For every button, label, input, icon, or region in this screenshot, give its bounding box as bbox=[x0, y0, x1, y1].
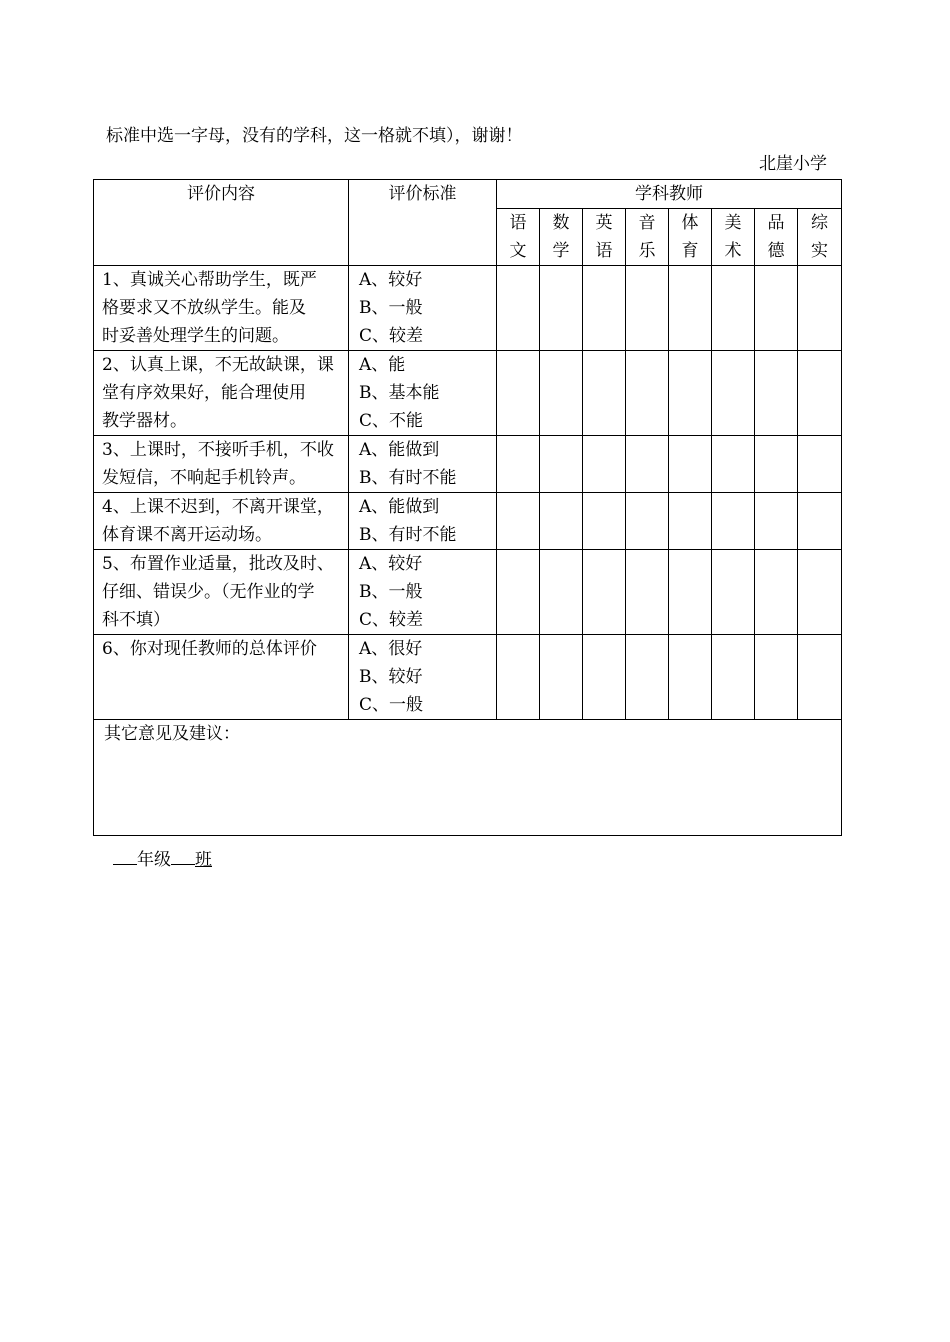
rating-cell[interactable] bbox=[540, 266, 583, 351]
rating-cell[interactable] bbox=[712, 550, 755, 635]
rating-cell[interactable] bbox=[798, 493, 842, 550]
rating-cell[interactable] bbox=[755, 550, 798, 635]
rating-cell[interactable] bbox=[755, 436, 798, 493]
rating-cell[interactable] bbox=[755, 351, 798, 436]
grade-label: 年级 bbox=[137, 850, 171, 870]
subject-header-5 bbox=[712, 209, 755, 266]
table-row bbox=[94, 493, 842, 550]
header-subjects: 学科教师 bbox=[497, 180, 842, 209]
grade-blank[interactable] bbox=[113, 846, 137, 865]
rating-cell[interactable] bbox=[497, 550, 540, 635]
item-line: 时妥善处理学生的问题。 bbox=[102, 326, 289, 346]
table-row bbox=[94, 266, 842, 351]
rating-cell[interactable] bbox=[583, 436, 626, 493]
class-blank[interactable] bbox=[171, 846, 195, 865]
school-name: 北崖小学 bbox=[759, 154, 827, 174]
item-options bbox=[349, 351, 497, 436]
rating-cell[interactable] bbox=[755, 493, 798, 550]
item-line: 4、上课不迟到，不离开课堂， bbox=[102, 497, 334, 517]
subject-char-top: 品 bbox=[767, 213, 785, 233]
remarks-label: 其它意见及建议： bbox=[104, 724, 240, 744]
option-label: A、能做到 bbox=[359, 497, 440, 517]
subject-header-2 bbox=[583, 209, 626, 266]
rating-cell[interactable] bbox=[583, 351, 626, 436]
subject-char-bottom: 文 bbox=[509, 241, 527, 261]
subject-char-bottom: 乐 bbox=[638, 241, 656, 261]
table-row bbox=[94, 635, 842, 720]
item-content bbox=[94, 351, 349, 436]
rating-cell[interactable] bbox=[497, 635, 540, 720]
rating-cell[interactable] bbox=[669, 550, 712, 635]
rating-cell[interactable] bbox=[540, 550, 583, 635]
header-content: 评价内容 bbox=[94, 180, 349, 266]
item-options bbox=[349, 266, 497, 351]
rating-cell[interactable] bbox=[669, 436, 712, 493]
item-content bbox=[94, 436, 349, 493]
rating-cell[interactable] bbox=[626, 351, 669, 436]
item-line: 堂有序效果好，能合理使用 bbox=[102, 383, 306, 403]
item-line: 3、上课时，不接听手机，不收 bbox=[102, 440, 334, 460]
option-label: B、一般 bbox=[359, 582, 423, 602]
option-label: A、能 bbox=[359, 355, 406, 375]
rating-cell[interactable] bbox=[798, 550, 842, 635]
subject-char-bottom: 学 bbox=[552, 241, 570, 261]
rating-cell[interactable] bbox=[712, 351, 755, 436]
rating-cell[interactable] bbox=[497, 266, 540, 351]
option-label: A、较好 bbox=[359, 554, 423, 574]
option-label: C、较差 bbox=[359, 326, 424, 346]
remarks-row bbox=[94, 720, 842, 836]
item-line: 发短信，不响起手机铃声。 bbox=[102, 468, 306, 488]
rating-cell[interactable] bbox=[712, 266, 755, 351]
table-row bbox=[94, 351, 842, 436]
subject-char-top: 美 bbox=[724, 213, 742, 233]
rating-cell[interactable] bbox=[540, 635, 583, 720]
rating-cell[interactable] bbox=[497, 351, 540, 436]
item-line: 格要求又不放纵学生。能及 bbox=[102, 298, 306, 318]
rating-cell[interactable] bbox=[583, 550, 626, 635]
option-label: C、不能 bbox=[359, 411, 424, 431]
table-row bbox=[94, 550, 842, 635]
item-options bbox=[349, 550, 497, 635]
subject-char-top: 数 bbox=[552, 213, 570, 233]
rating-cell[interactable] bbox=[669, 351, 712, 436]
item-content bbox=[94, 493, 349, 550]
rating-cell[interactable] bbox=[497, 436, 540, 493]
rating-cell[interactable] bbox=[626, 493, 669, 550]
option-label: B、较好 bbox=[359, 667, 423, 687]
grade-class-line bbox=[113, 846, 212, 872]
item-options bbox=[349, 635, 497, 720]
subject-char-top: 综 bbox=[811, 213, 828, 233]
rating-cell[interactable] bbox=[540, 436, 583, 493]
rating-cell[interactable] bbox=[755, 635, 798, 720]
option-label: A、很好 bbox=[359, 639, 423, 659]
item-line: 仔细、错误少。（无作业的学 bbox=[102, 582, 315, 602]
option-label: C、一般 bbox=[359, 695, 424, 715]
subject-char-bottom: 德 bbox=[767, 241, 785, 261]
subject-header-6 bbox=[755, 209, 798, 266]
option-label: B、有时不能 bbox=[359, 525, 457, 545]
option-label: B、有时不能 bbox=[359, 468, 457, 488]
rating-cell[interactable] bbox=[583, 635, 626, 720]
rating-cell[interactable] bbox=[669, 266, 712, 351]
item-content bbox=[94, 635, 349, 720]
rating-cell[interactable] bbox=[798, 635, 842, 720]
item-line: 2、认真上课，不无故缺课，课 bbox=[102, 355, 334, 375]
option-label: B、一般 bbox=[359, 298, 423, 318]
subject-char-top: 体 bbox=[681, 213, 699, 233]
option-label: C、较差 bbox=[359, 610, 424, 630]
remarks-cell[interactable] bbox=[94, 720, 842, 836]
rating-cell[interactable] bbox=[712, 635, 755, 720]
item-line: 教学器材。 bbox=[102, 411, 187, 431]
item-content bbox=[94, 266, 349, 351]
intro-text: 标准中选一字母，没有的学科，这一格就不填），谢谢！ bbox=[106, 126, 523, 146]
item-line: 体育课不离开运动场。 bbox=[102, 525, 272, 545]
option-label: B、基本能 bbox=[359, 383, 440, 403]
rating-cell[interactable] bbox=[669, 493, 712, 550]
header-standard: 评价标准 bbox=[349, 180, 497, 266]
item-line: 5、布置作业适量，批改及时、 bbox=[102, 554, 334, 574]
item-line: 6、你对现任教师的总体评价 bbox=[102, 639, 317, 659]
header-row bbox=[94, 180, 842, 209]
rating-cell[interactable] bbox=[583, 266, 626, 351]
subject-header-0 bbox=[497, 209, 540, 266]
subject-char-bottom: 育 bbox=[681, 241, 699, 261]
rating-cell[interactable] bbox=[798, 266, 842, 351]
rating-cell[interactable] bbox=[798, 436, 842, 493]
rating-cell[interactable] bbox=[540, 351, 583, 436]
rating-cell[interactable] bbox=[669, 635, 712, 720]
item-options bbox=[349, 493, 497, 550]
rating-cell[interactable] bbox=[626, 436, 669, 493]
subject-header-4 bbox=[669, 209, 712, 266]
table-row bbox=[94, 436, 842, 493]
subject-header-7 bbox=[798, 209, 842, 266]
item-options bbox=[349, 436, 497, 493]
subject-char-top: 英 bbox=[595, 213, 613, 233]
subject-char-bottom: 实 bbox=[811, 241, 828, 261]
option-label: A、能做到 bbox=[359, 440, 440, 460]
option-label: A、较好 bbox=[359, 270, 423, 290]
subject-char-top: 语 bbox=[509, 213, 527, 233]
rating-cell[interactable] bbox=[540, 493, 583, 550]
class-label: 班 bbox=[195, 850, 212, 870]
item-line: 科不填） bbox=[102, 610, 170, 630]
rating-cell[interactable] bbox=[712, 493, 755, 550]
item-content bbox=[94, 550, 349, 635]
subject-char-bottom: 语 bbox=[595, 241, 613, 261]
evaluation-table bbox=[93, 179, 842, 836]
subject-char-bottom: 术 bbox=[724, 241, 742, 261]
rating-cell[interactable] bbox=[712, 436, 755, 493]
rating-cell[interactable] bbox=[626, 266, 669, 351]
rating-cell[interactable] bbox=[583, 493, 626, 550]
item-line: 1、真诚关心帮助学生，既严 bbox=[102, 270, 317, 290]
rating-cell[interactable] bbox=[626, 550, 669, 635]
subject-header-1 bbox=[540, 209, 583, 266]
subject-char-top: 音 bbox=[638, 213, 656, 233]
subject-header-3 bbox=[626, 209, 669, 266]
rating-cell[interactable] bbox=[755, 266, 798, 351]
rating-cell[interactable] bbox=[798, 351, 842, 436]
rating-cell[interactable] bbox=[626, 635, 669, 720]
rating-cell[interactable] bbox=[497, 493, 540, 550]
